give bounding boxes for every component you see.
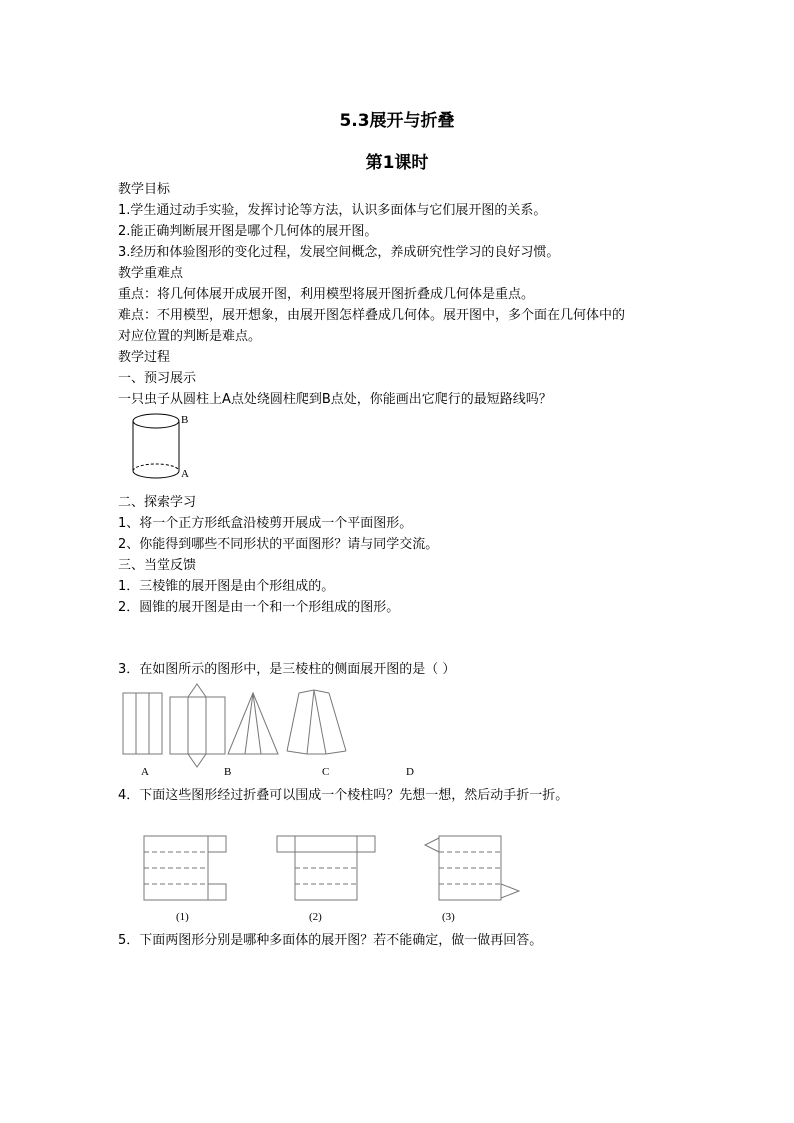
option-b-figure bbox=[170, 684, 225, 767]
difficulty-line-2: 对应位置的判断是难点。 bbox=[118, 329, 262, 344]
option-a-label: A bbox=[141, 766, 149, 778]
net-1-figure bbox=[144, 836, 226, 900]
key-point: 重点：将几何体展开成展开图，利用模型将展开图折叠成几何体是重点。 bbox=[118, 287, 535, 302]
explore-item-1: 1、将一个正方形纸盒沿棱剪开展成一个平面图形。 bbox=[118, 516, 413, 531]
feedback-heading: 三、当堂反馈 bbox=[118, 558, 197, 573]
section-heading-goals: 教学目标 bbox=[118, 182, 171, 197]
net-2-figure bbox=[277, 836, 375, 900]
cylinder-label-b: B bbox=[181, 414, 189, 426]
net-2-label: (2) bbox=[309, 911, 322, 923]
net-1-label: (1) bbox=[176, 911, 189, 923]
option-d-label: D bbox=[406, 766, 414, 778]
feedback-item-1: 1．三棱锥的展开图是由个形组成的。 bbox=[118, 579, 335, 594]
net-3-label: (3) bbox=[442, 911, 455, 923]
preview-question: 一只虫子从圆柱上A点处绕圆柱爬到B点处，你能画出它爬行的最短路线吗？ bbox=[118, 392, 552, 407]
option-c-label: C bbox=[322, 766, 330, 778]
option-b-label: B bbox=[224, 766, 232, 778]
cylinder-label-a: A bbox=[181, 468, 189, 480]
option-a-figure bbox=[123, 693, 162, 754]
cylinder-figure bbox=[133, 414, 179, 478]
goal-2: 2.能正确判断展开图是哪个几何体的展开图。 bbox=[118, 224, 378, 239]
net-3-figure bbox=[425, 836, 519, 900]
page-subtitle: 第1课时 bbox=[365, 153, 429, 173]
goal-1: 1.学生通过动手实验，发挥讨论等方法，认识多面体与它们展开图的关系。 bbox=[118, 203, 547, 218]
question-3: 3．在如图所示的图形中，是三棱柱的侧面展开图的是（ ） bbox=[118, 662, 456, 677]
option-d-figure bbox=[287, 690, 346, 754]
question-5: 5．下面两图形分别是哪种多面体的展开图？若不能确定，做一做再回答。 bbox=[118, 933, 543, 948]
difficulty-line-1: 难点：不用模型，展开想象，由展开图怎样叠成几何体。展开图中，多个面在几何体中的 bbox=[118, 308, 626, 323]
preview-heading: 一、预习展示 bbox=[118, 371, 197, 386]
explore-item-2: 2、你能得到哪些不同形状的平面图形？请与同学交流。 bbox=[118, 537, 439, 552]
section-heading-process: 教学过程 bbox=[118, 350, 171, 365]
page-title: 5.3展开与折叠 bbox=[339, 111, 455, 131]
explore-heading: 二、探索学习 bbox=[118, 495, 197, 510]
option-c-figure bbox=[228, 693, 278, 754]
goal-3: 3.经历和体验图形的变化过程，发展空间概念，养成研究性学习的良好习惯。 bbox=[118, 245, 560, 260]
question-4: 4．下面这些图形经过折叠可以围成一个棱柱吗？先想一想，然后动手折一折。 bbox=[118, 788, 569, 803]
feedback-item-2: 2．圆锥的展开图是由一个和一个形组成的图形。 bbox=[118, 600, 400, 615]
section-heading-key-points: 教学重难点 bbox=[118, 266, 184, 281]
